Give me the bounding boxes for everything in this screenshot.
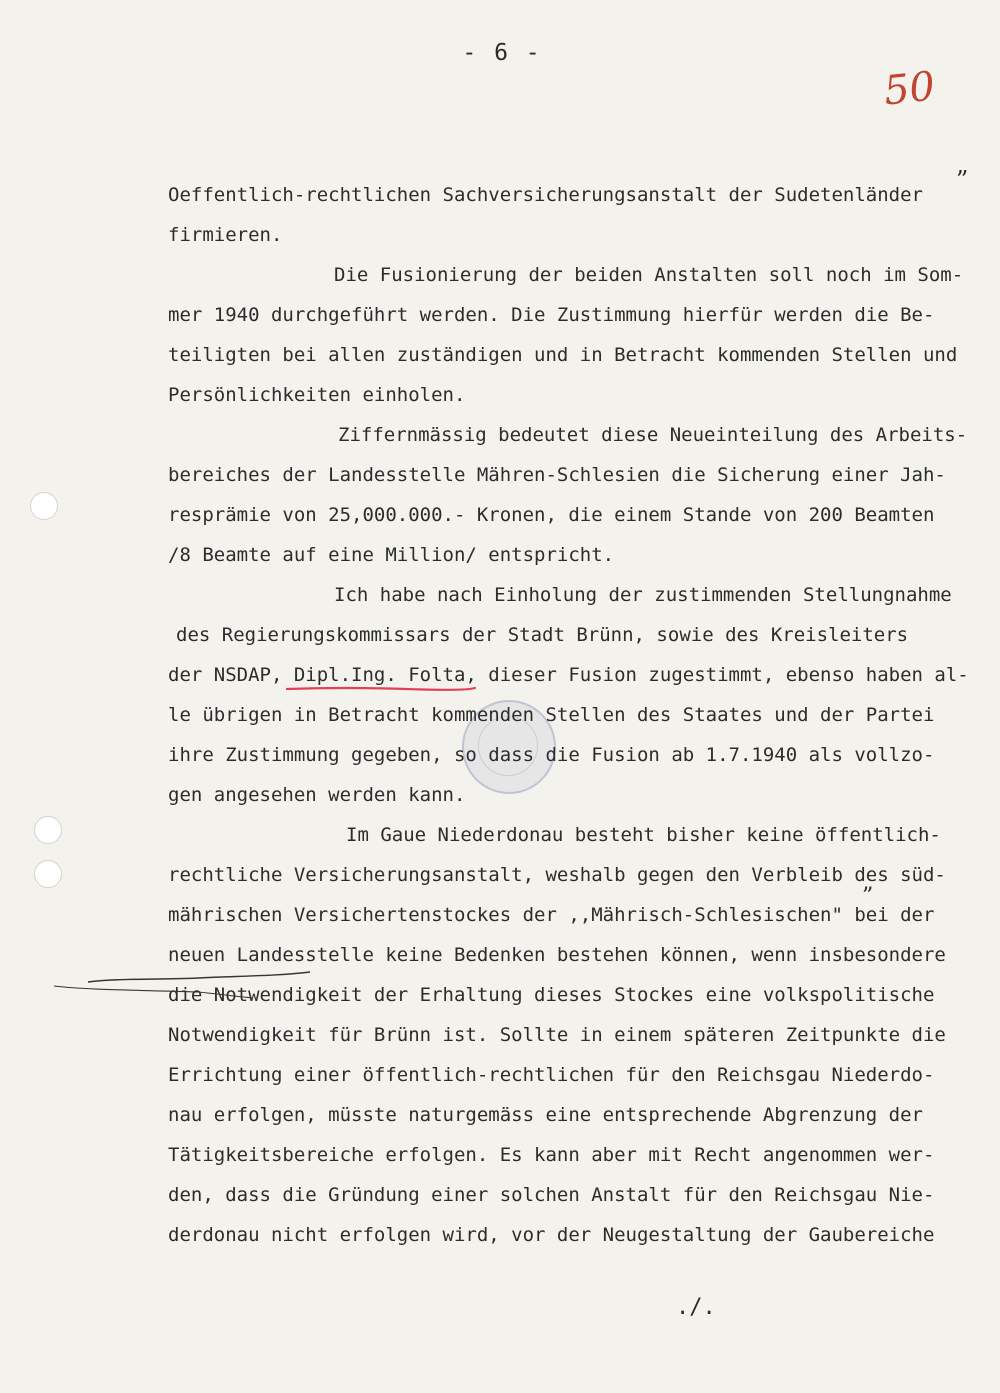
annotation-strokes	[48, 960, 348, 1010]
folio-number: 50	[881, 63, 938, 115]
punch-hole-top	[30, 492, 58, 520]
text-line: Oeffentlich-rechtlichen Sachversicherungsanstalt der Sudetenländer	[168, 184, 923, 206]
text-line: der NSDAP, Dipl.Ing. Folta, dieser Fusion zugestimmt, ebenso haben al-	[168, 664, 969, 686]
punch-hole-middle	[34, 816, 62, 844]
text-line: Persönlichkeiten einholen.	[168, 384, 466, 406]
text-line: die Notwendigkeit der Erhaltung dieses Stockes eine volkspolitische	[168, 984, 935, 1006]
handwritten-margin-annotation	[48, 960, 348, 1010]
text-line: Ziffernmässig bedeutet diese Neueinteilung des Arbeits-	[338, 424, 968, 446]
handwritten-quote-mark: ”	[956, 166, 969, 194]
text-line: Errichtung einer öffentlich-rechtlichen für den Reichsgau Niederdo-	[168, 1064, 935, 1086]
page-number: - 6 -	[462, 40, 542, 66]
text-line: nau erfolgen, müsste naturgemäss eine entsprechende Abgrenzung der	[168, 1104, 923, 1126]
text-line: le übrigen in Betracht kommenden Stellen des Staates und der Partei	[168, 704, 935, 726]
handwritten-quote-mark: ”	[862, 884, 874, 909]
text-line: teiligten bei allen zuständigen und in Betracht kommenden Stellen und	[168, 344, 958, 366]
continuation-mark: ./.	[676, 1295, 716, 1320]
text-line: Die Fusionierung der beiden Anstalten soll noch im Som-	[334, 264, 964, 286]
text-line: mer 1940 durchgeführt werden. Die Zustimmung hierfür werden die Be-	[168, 304, 935, 326]
text-line: Ich habe nach Einholung der zustimmenden Stellungnahme	[334, 584, 952, 606]
text-line: des Regierungskommissars der Stadt Brünn, sowie des Kreisleiters	[176, 624, 909, 646]
text-line: resprämie von 25,000.000.- Kronen, die einem Stande von 200 Beamten	[168, 504, 935, 526]
text-line: /8 Beamte auf eine Million/ entspricht.	[168, 544, 615, 566]
text-line: firmieren.	[168, 224, 283, 246]
text-line: Tätigkeitsbereiche erfolgen. Es kann aber mit Recht angenommen wer-	[168, 1144, 935, 1166]
text-line: den, dass die Gründung einer solchen Anstalt für den Reichsgau Nie-	[168, 1184, 935, 1206]
text-line: bereiches der Landesstelle Mähren-Schlesien die Sicherung einer Jah-	[168, 464, 946, 486]
text-line: derdonau nicht erfolgen wird, vor der Neugestaltung der Gaubereiche	[168, 1224, 935, 1246]
text-line: Notwendigkeit für Brünn ist. Sollte in einem späteren Zeitpunkte die	[168, 1024, 946, 1046]
text-line: ihre Zustimmung gegeben, so dass die Fusion ab 1.7.1940 als vollzo-	[168, 744, 935, 766]
punch-hole-lower	[34, 860, 62, 888]
text-line: mährischen Versichertenstockes der ,,Mährisch-Schlesischen" bei der	[168, 904, 935, 926]
text-line: neuen Landesstelle keine Bedenken bestehen können, wenn insbesondere	[168, 944, 946, 966]
text-line: gen angesehen werden kann.	[168, 784, 466, 806]
red-pencil-underline	[286, 686, 476, 691]
text-line: Im Gaue Niederdonau besteht bisher keine öffentlich-	[346, 824, 941, 846]
text-line: rechtliche Versicherungsanstalt, weshalb gegen den Verbleib des süd-	[168, 864, 946, 886]
